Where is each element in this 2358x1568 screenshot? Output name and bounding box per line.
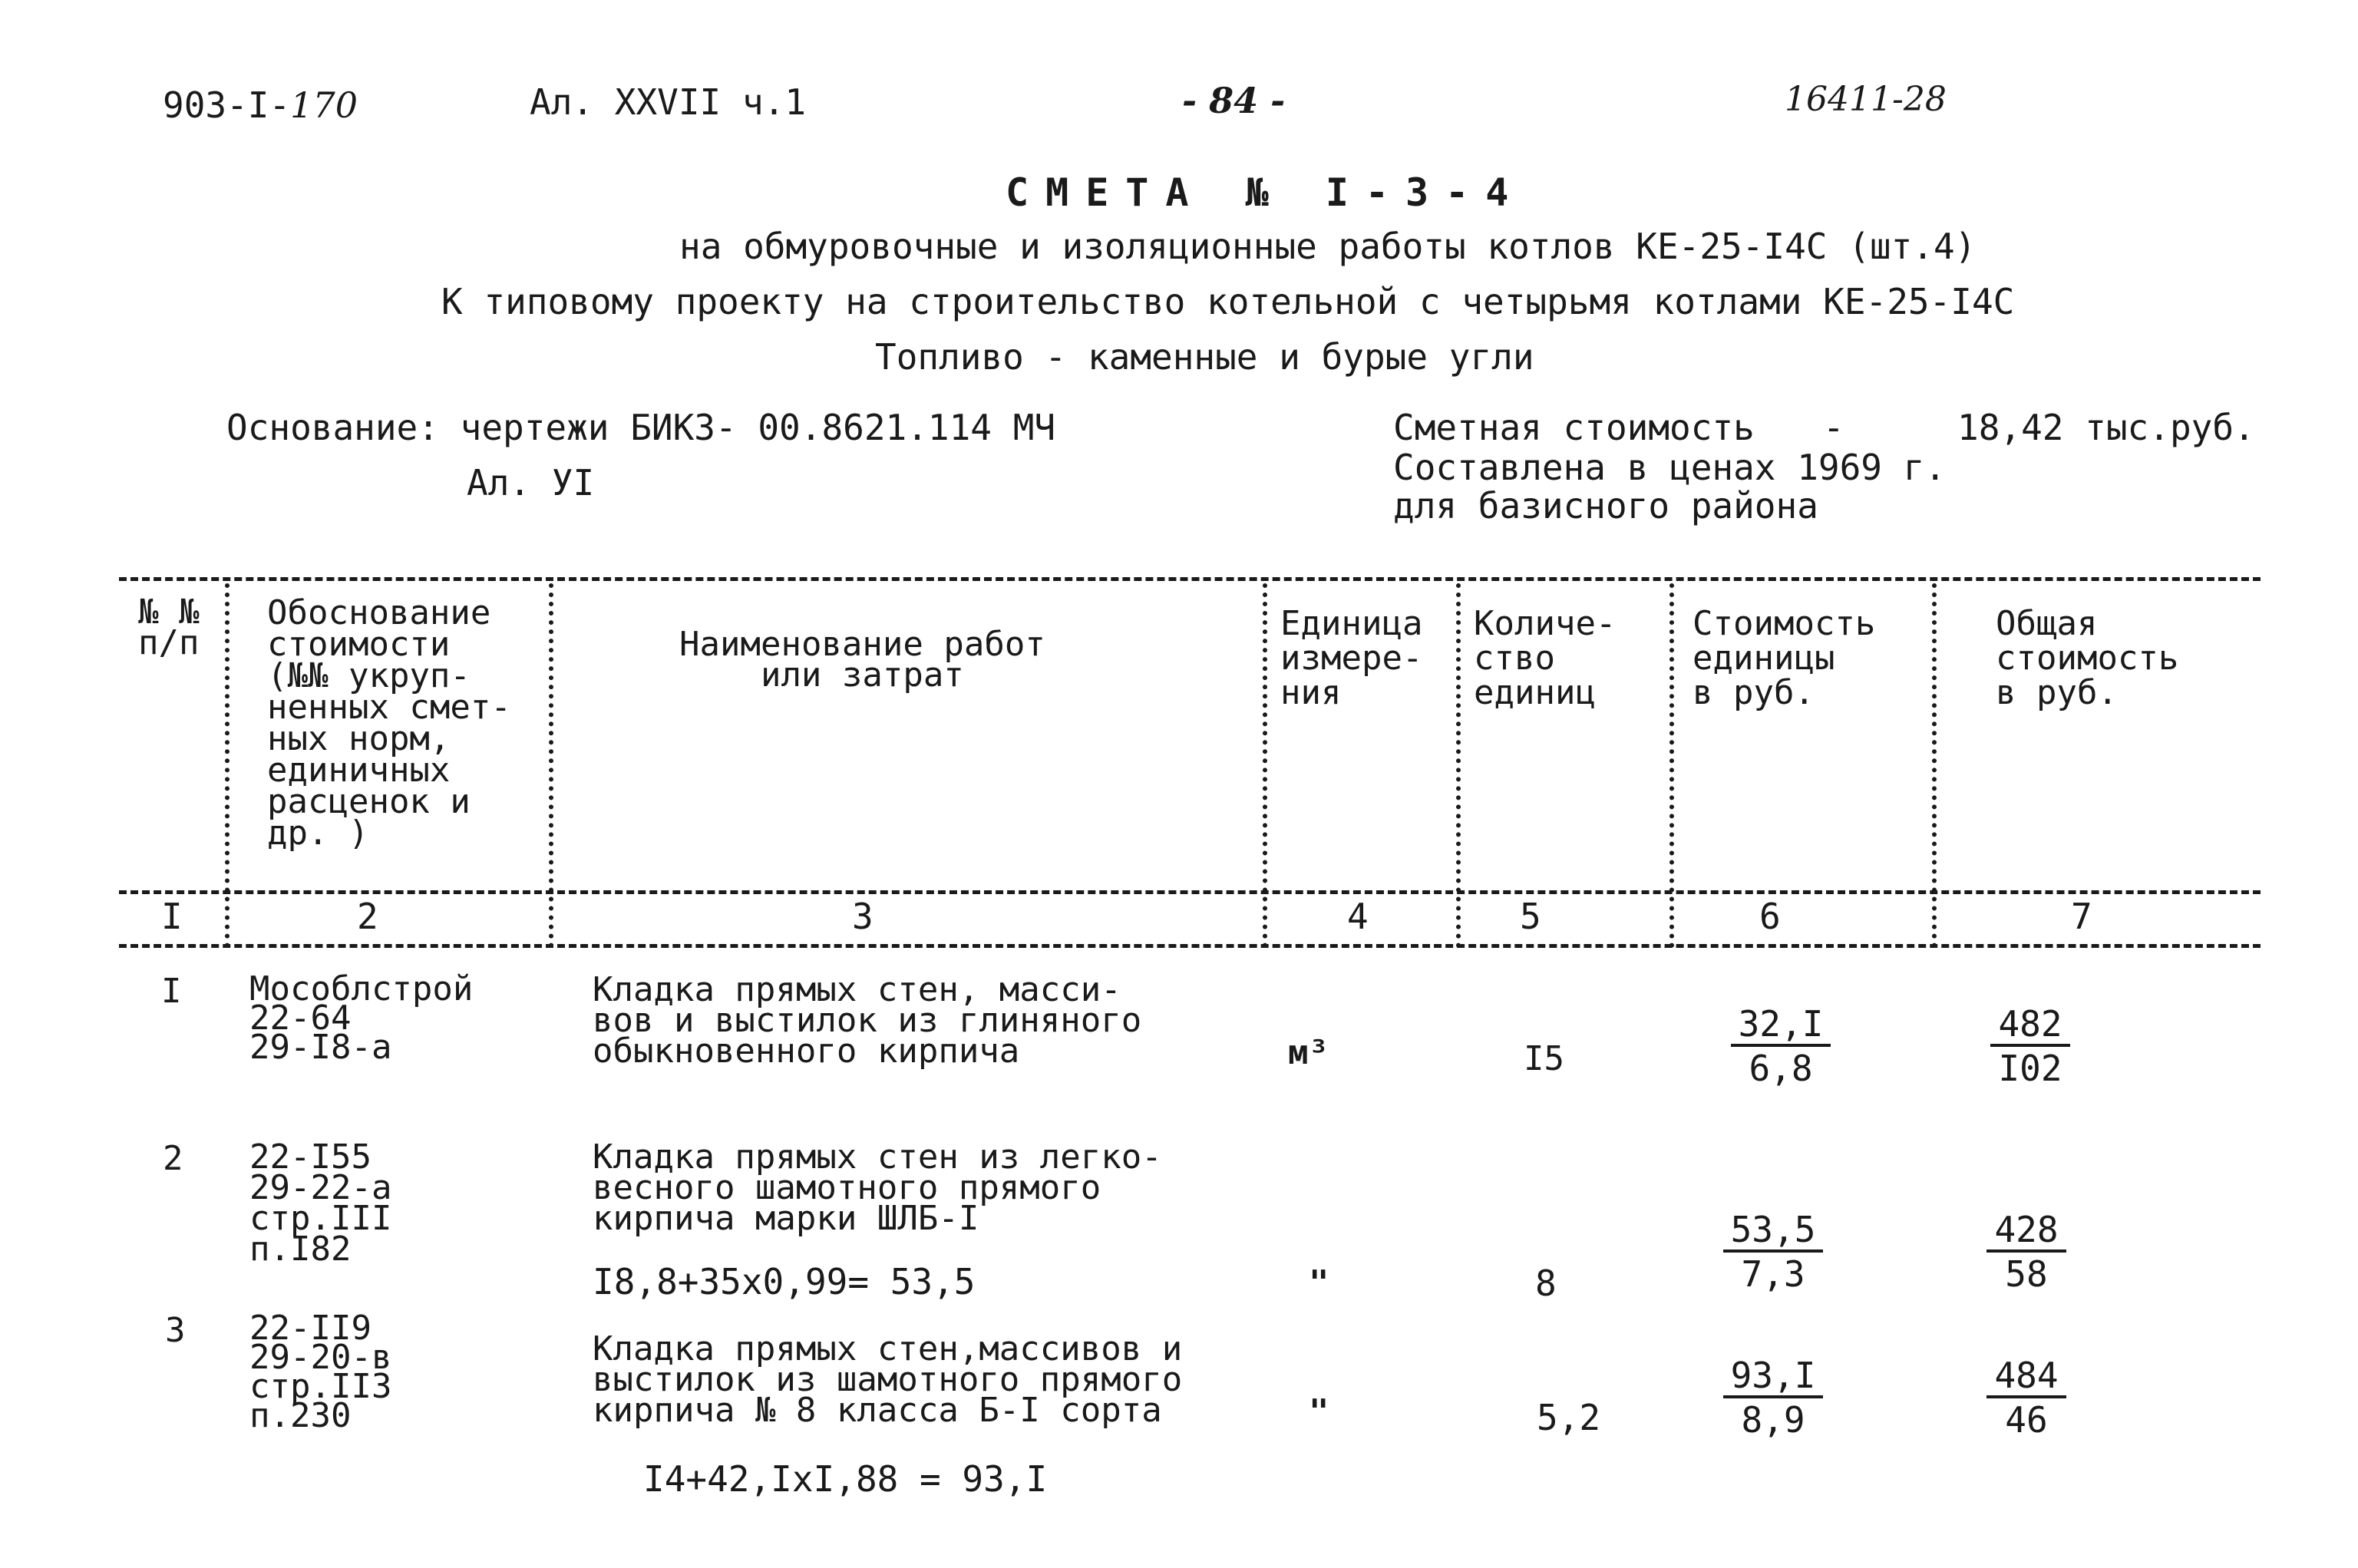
cost-region: для базисного района	[1393, 485, 1818, 527]
row-unit-cost-value: 93,I	[1723, 1357, 1824, 1398]
row-unit-cost-value: 32,I	[1731, 1005, 1831, 1047]
album-label: Ал. XXVII ч.1	[530, 81, 807, 123]
cost-dash: -	[1823, 407, 1844, 448]
row-total-value: 428	[1986, 1211, 2066, 1253]
col-number-7: 7	[2071, 896, 2092, 937]
row-basis: 22-I55 29-22-а стр.III п.I82	[249, 1137, 392, 1269]
title-line-2: К типовому проекту на строительство котельной с четырьмя котлами КЕ-25-I4С	[441, 281, 2015, 322]
row-total-sub: 58	[2005, 1253, 2048, 1295]
project-code-handwritten: 170	[290, 84, 358, 126]
cost-value: 18,42 тыс.руб.	[1957, 407, 2255, 448]
title-line-3: Топливо - каменные и бурые угли	[875, 336, 1534, 378]
col-number-5: 5	[1520, 896, 1541, 937]
col-number-6: 6	[1759, 896, 1781, 937]
row-unit-cost	[1696, 1355, 1850, 1441]
row-unit-cost-sub: 8,9	[1741, 1399, 1805, 1441]
row-name: Кладка прямых стен,массивов и выстилок из шамотного прямого кирпича № 8 класса Б-I сорта	[593, 1329, 1183, 1430]
row-total	[1961, 1209, 2092, 1295]
row-unit-ditto: "	[1309, 1392, 1329, 1431]
table-top-rule	[119, 577, 2261, 581]
header-col-unit: Единица измере- ния	[1280, 604, 1423, 712]
basis-line-1: Основание: чертежи БИКЗ- 00.8621.114 МЧ	[226, 407, 1056, 448]
row-qty: 5,2	[1537, 1397, 1601, 1438]
row-unit: м³	[1288, 1033, 1329, 1072]
header-col-no: № № п/п	[138, 593, 200, 662]
row-qty: 8	[1535, 1263, 1557, 1304]
col-number-4: 4	[1347, 896, 1369, 937]
column-divider-2	[549, 583, 553, 948]
row-number: 2	[163, 1139, 183, 1178]
cost-label: Сметная стоимость	[1393, 407, 1755, 448]
row-basis: Мособлстрой 22-64 29-I8-а	[249, 969, 474, 1067]
page-number: - 84 -	[1182, 80, 1286, 121]
row-number: 3	[165, 1311, 186, 1350]
row-total	[1965, 1005, 2095, 1087]
header-col-basis: Обоснование стоимости (№№ укруп- ненных смет- ных норм, единичных расценок и др. )	[267, 593, 511, 853]
estimate-title: СМЕТА № I-3-4	[1006, 170, 1526, 215]
row-total-sub: I02	[1998, 1048, 2062, 1089]
row-name: Кладка прямых стен, масси- вов и выстилок из глиняного обыкновенного кирпича	[593, 970, 1142, 1071]
header-col-qty: Количе- ство единиц	[1474, 604, 1617, 712]
column-divider-3	[1263, 583, 1267, 948]
header-col-name: Наименование работ или затрат	[679, 625, 1045, 695]
col-number-1: I	[161, 896, 183, 937]
column-divider-4	[1456, 583, 1461, 948]
cost-prices: Составлена в ценах 1969 г.	[1393, 447, 1947, 488]
column-divider-6	[1932, 583, 1937, 948]
row-unit-cost	[1696, 1209, 1850, 1295]
row-calculation: I4+42,IхI,88 = 93,I	[643, 1458, 1048, 1500]
basis-line-2: Ал. УI	[467, 462, 595, 503]
row-unit-cost-sub: 6,8	[1749, 1048, 1813, 1089]
row-total	[1961, 1355, 2092, 1441]
row-unit-cost-value: 53,5	[1723, 1211, 1824, 1253]
title-line-1: на обмуровочные и изоляционные работы котлов КЕ-25-I4С (шт.4)	[679, 226, 1977, 267]
row-unit-ditto: "	[1309, 1263, 1329, 1302]
header-bottom-rule	[119, 890, 2261, 894]
row-total-sub: 46	[2005, 1399, 2048, 1441]
col-number-3: 3	[852, 896, 874, 937]
row-number: I	[161, 972, 182, 1011]
row-calculation: I8,8+35х0,99= 53,5	[593, 1261, 976, 1302]
row-total-value: 482	[1990, 1005, 2069, 1047]
header-col-total: Общая стоимость в руб.	[1996, 604, 2179, 712]
row-total-value: 484	[1986, 1357, 2066, 1398]
row-qty: I5	[1524, 1039, 1564, 1078]
column-divider-5	[1669, 583, 1674, 948]
column-divider-1	[225, 583, 230, 948]
project-code-printed: 903-I-	[163, 84, 291, 126]
row-basis: 22-II9 29-20-в стр.II3 п.230	[249, 1309, 392, 1435]
row-unit-cost	[1704, 1005, 1858, 1087]
header-col-unit-cost: Стоимость единицы в руб.	[1693, 604, 1876, 712]
column-number-rule	[119, 944, 2261, 948]
row-name: Кладка прямых стен из легко- весного шамотного прямого кирпича марки ШЛБ-I	[593, 1137, 1162, 1238]
col-number-2: 2	[357, 896, 378, 937]
project-code	[163, 86, 358, 124]
doc-number: 16411-28	[1785, 80, 1947, 119]
row-unit-cost-sub: 7,3	[1741, 1253, 1805, 1295]
